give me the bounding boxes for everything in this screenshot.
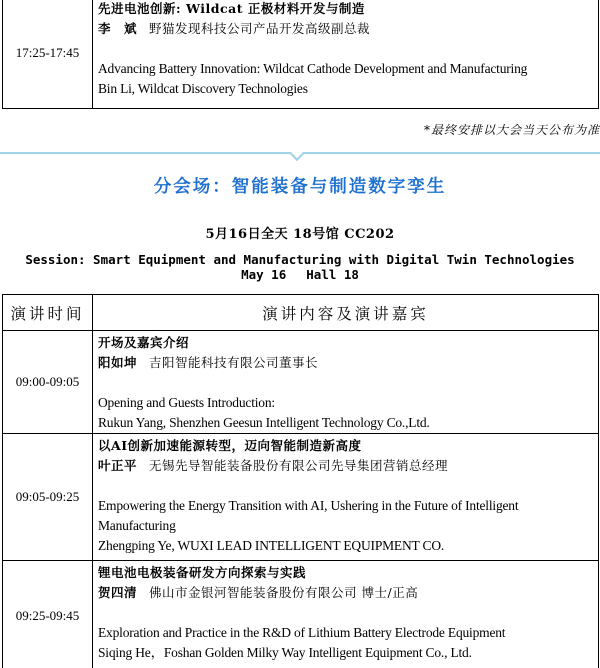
speaker-en: Zhengping Ye, WUXI LEAD INTELLIGENT EQUIPMENT CO.	[98, 538, 445, 553]
speaker-cn	[98, 19, 598, 39]
session-date-en: May 16 Hall 18	[241, 267, 359, 282]
schedule-note: *最终安排以大会当天公布为准	[423, 123, 600, 137]
talk-title-en: Empowering the Energy Transition with AI, Ushering in the Future of Intelligent Manufacturing	[98, 498, 519, 533]
talk-title-en: Advancing Battery Innovation: Wildcat Cathode Development and Manufacturing	[98, 61, 528, 76]
talk-time: 09:05-09:25	[3, 434, 93, 561]
talk-time: 09:00-09:05	[3, 331, 93, 434]
speaker-cn	[98, 456, 598, 476]
session-title: 分会场：智能装备与制造数字孪生	[153, 177, 447, 197]
talk-title-cn: 锂电池电极装备研发方向探索与实践	[98, 565, 307, 580]
speaker-name-cn: 阳如坤	[98, 355, 138, 370]
speaker-en: Bin Li, Wildcat Discovery Technologies	[98, 81, 308, 96]
speaker-name-cn: 李 斌	[98, 21, 138, 36]
speaker-cn	[98, 583, 598, 603]
talk-title-en: Exploration and Practice in the R&D of Lithium Battery Electrode Equipment	[98, 625, 506, 640]
talk-content	[93, 561, 599, 668]
session-agenda-table	[0, 294, 599, 668]
talk-time: 09:25-09:45	[3, 561, 93, 668]
talk-title-en: Opening and Guests Introduction:	[98, 395, 275, 410]
table-row	[3, 0, 599, 109]
header-time: 演讲时间	[3, 295, 93, 331]
session-title-en: Session: Smart Equipment and Manufacturing with Digital Twin Technologies	[25, 252, 575, 267]
previous-session-table	[0, 0, 599, 109]
talk-time: 17:25-17:45	[3, 0, 93, 109]
talk-title-cn: 先进电池创新: Wildcat 正极材料开发与制造	[98, 1, 365, 16]
table-row	[3, 434, 599, 561]
table-row	[3, 331, 599, 434]
table-row	[3, 561, 599, 668]
speaker-name-cn: 贺四清	[98, 585, 138, 600]
speaker-org-cn: 吉阳智能科技有限公司董事长	[149, 355, 319, 370]
session-date-cn: 5月16日全天 18号馆 CC202	[205, 227, 395, 242]
talk-title-cn: 以AI创新加速能源转型，迈向智能制造新高度	[98, 438, 362, 453]
speaker-en: Siqing He，Foshan Golden Milky Way Intelligent Equipment Co., Ltd.	[98, 645, 472, 660]
speaker-cn	[98, 353, 598, 373]
divider-notch	[290, 147, 304, 161]
talk-title-cn: 开场及嘉宾介绍	[98, 335, 190, 350]
table-header-row	[3, 295, 599, 331]
speaker-name-cn: 叶正平	[98, 458, 138, 473]
header-content: 演讲内容及演讲嘉宾	[93, 295, 599, 331]
talk-content	[93, 0, 599, 109]
speaker-en: Rukun Yang, Shenzhen Geesun Intelligent Technology Co.,Ltd.	[98, 415, 430, 430]
talk-content	[93, 434, 599, 561]
speaker-org-cn: 无锡先导智能装备股份有限公司先导集团营销总经理	[149, 458, 449, 473]
talk-content	[93, 331, 599, 434]
speaker-org-cn: 佛山市金银河智能装备股份有限公司 博士/正高	[149, 585, 419, 600]
session-info-en	[0, 252, 600, 282]
speaker-org-cn: 野猫发现科技公司产品开发高级副总裁	[149, 21, 371, 36]
